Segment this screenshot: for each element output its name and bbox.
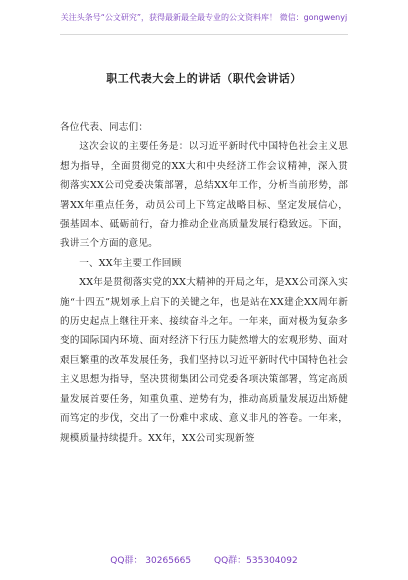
footer-contacts: QQ群： 30265665 QQ群：535304092 xyxy=(110,556,298,566)
header-divider xyxy=(60,34,348,35)
section-heading: 一、XX年主要工作回顾 xyxy=(79,257,182,269)
body-paragraph: XX年是贯彻落实党的XX大精神的开局之年，是XX公司深入实施“十四五”规划承上启下的关键之年，也是站在XX建企XX周年新的历史起点上继往开来、接续奋斗之年。一年来，面对极为复杂多变的国际国内环境、面对经济下行压力陡然增大的宏观形势、面对艰巨繁重的改革发展任务，我们坚持以习近平新时代中国特色社会主义思想为指导，坚决贯彻集团公司党委各项决策部署，笃定高质量发展首要任务，知重负重、逆势有为，推动高质量发展迈出矫健而笃定的步伐，交出了一份难中求成、意义非凡的答卷。一年来，规模质量持续提升。XX年，XX公司实现新签 xyxy=(60,277,348,444)
document-body xyxy=(60,118,348,448)
document-title: 职工代表大会上的讲话（职代会讲话） xyxy=(106,72,302,85)
header-banner: 关注头条号“公文研究”，获得最新最全最专业的公文资料库！ 微信：gongwenyj xyxy=(60,13,348,22)
body-paragraph: 这次会议的主要任务是：以习近平新时代中国特色社会主义思想为指导，全面贯彻党的XX大和中央经济工作会议精神，深入贯彻落实XX公司党委决策部署，总结XX年工作，分析当前形势，部署XX年重点任务，动员公司上下笃定战略目标、坚定发展信心，强基固本、砥砺前行，奋力推动企业高质量发展行稳致远。下面，我讲三个方面的意见。 xyxy=(60,141,348,250)
salutation: 各位代表、同志们： xyxy=(60,122,149,133)
